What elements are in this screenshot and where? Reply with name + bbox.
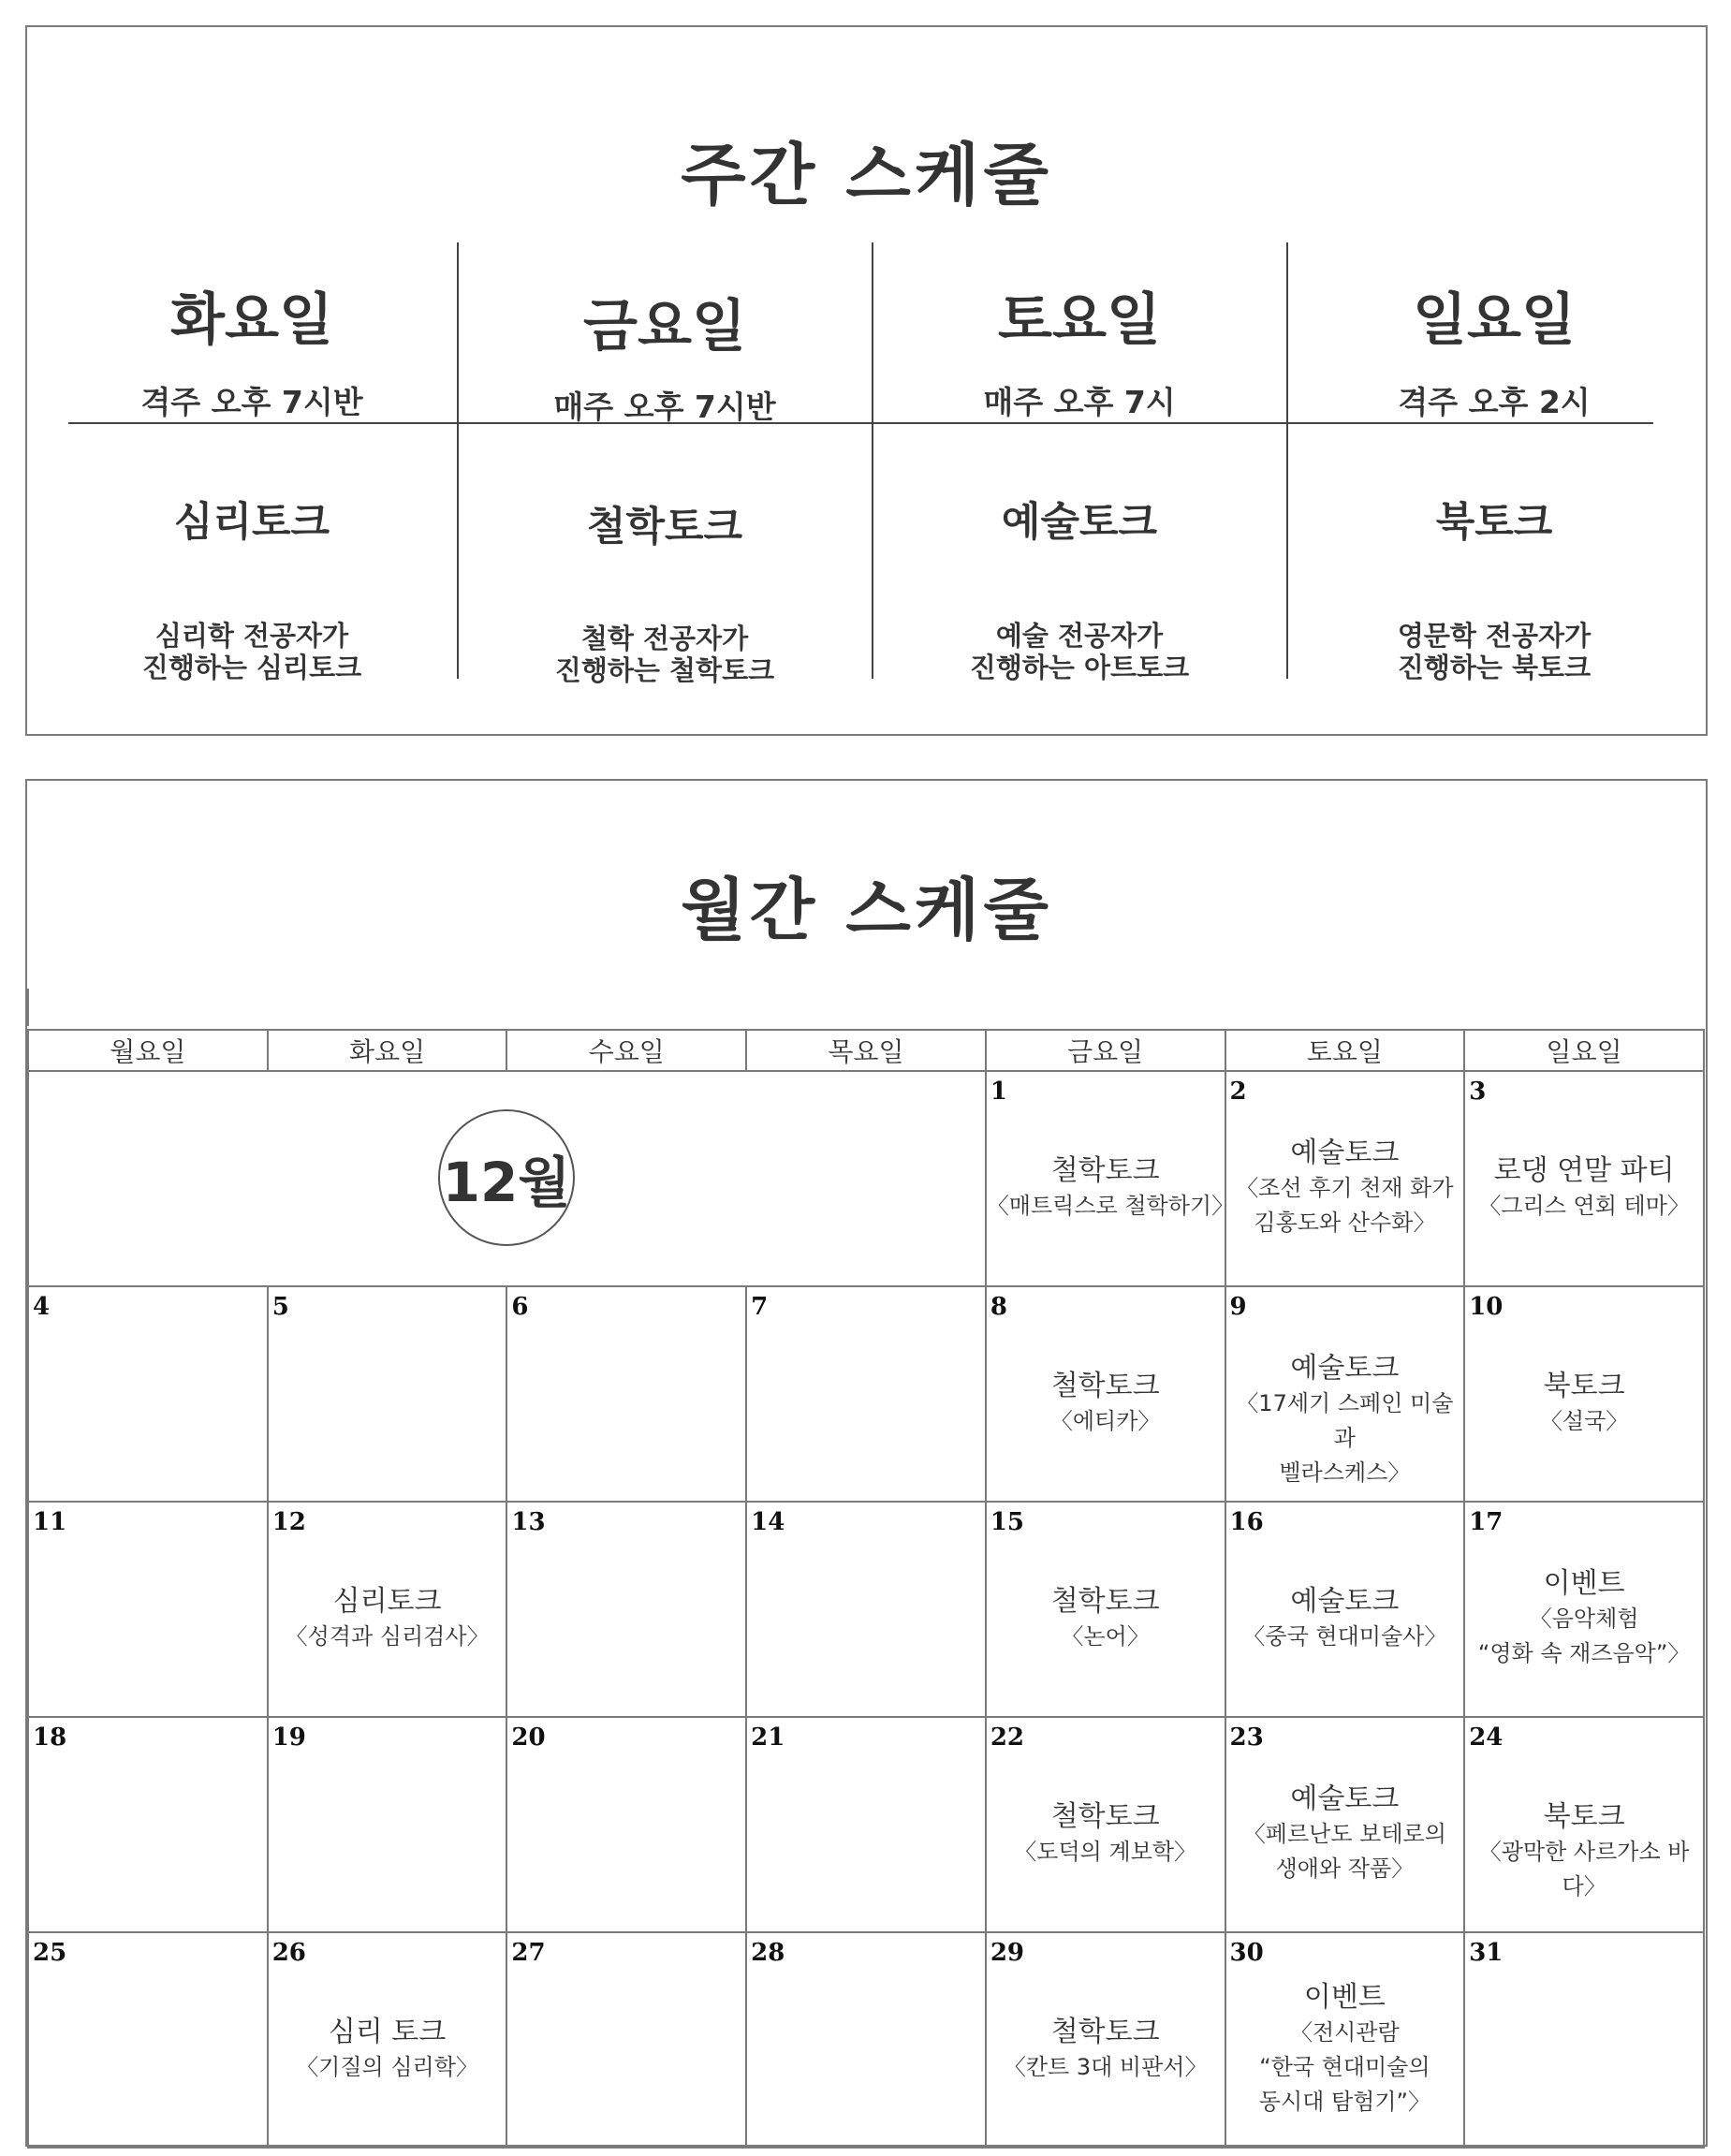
weekday-header: 화요일 [268,1030,507,1071]
day-number: 5 [271,1293,289,1321]
day-number: 22 [990,1723,1024,1752]
day-number: 29 [990,1939,1024,1967]
calendar-day-cell [1225,1717,1465,1932]
day-number: 1 [990,1078,1007,1106]
weekly-day: 화요일 [170,287,333,353]
calendar-day-cell [506,1932,746,2148]
calendar-event [1226,1584,1464,1654]
calendar-day-cell [1464,1717,1704,1932]
event-title: 심리 토크 [328,2016,447,2048]
event-title: 북토크 [1543,1370,1625,1402]
weekly-talk-name: 북토크 [1435,499,1553,546]
event-subtitle: 동시대 탐험기”〉 [1258,2089,1430,2115]
day-number: 25 [33,1939,67,1967]
weekly-talk-name: 철학토크 [586,504,743,550]
day-number: 12 [271,1508,306,1536]
calendar-week-row [28,1502,1704,1717]
calendar-event [1226,1351,1464,1490]
event-subtitle: 생애와 작품〉 [1275,1855,1415,1882]
weekly-talk-description [1288,620,1700,683]
weekly-schedule-panel [25,25,1708,736]
calendar-event [1465,1566,1703,1671]
calendar-event [986,1153,1235,1224]
calendar-event [1465,1799,1703,1904]
weekly-time: 격주 오후 7시반 [140,384,363,420]
event-title: 철학토크 [1050,1370,1160,1402]
event-subtitle: 〈논어〉 [1061,1623,1150,1650]
calendar-day-cell [28,1717,268,1932]
calendar-day-cell [1225,1932,1465,2148]
calendar-day-cell [1225,1071,1465,1286]
day-number: 11 [33,1508,67,1536]
day-number: 16 [1229,1508,1264,1536]
event-title: 예술토크 [1290,1782,1400,1815]
day-number: 30 [1229,1939,1264,1967]
calendar-week-row [28,1932,1704,2148]
calendar-day-cell [1464,1286,1704,1502]
weekday-header: 금요일 [986,1030,1225,1071]
day-number: 24 [1469,1723,1504,1752]
event-subtitle: 김홍도와 산수화〉 [1254,1210,1436,1236]
calendar-event [269,2015,506,2085]
calendar-day-cell [28,1502,268,1717]
event-title: 철학토크 [1050,1800,1160,1833]
calendar-day-cell [268,1286,507,1502]
calendar-day-cell [268,1932,507,2148]
day-number: 10 [1469,1293,1504,1321]
event-title: 로댕 연말 파티 [1493,1154,1675,1187]
weekly-time: 매주 오후 7시 [983,384,1176,420]
day-number: 17 [1469,1508,1504,1536]
calendar-day-cell [1464,1071,1704,1286]
event-title: 예술토크 [1290,1585,1400,1618]
calendar-day-cell [986,1071,1235,1286]
event-subtitle: “영화 속 재즈음악”〉 [1477,1640,1691,1666]
event-subtitle: 벨라스케스〉 [1279,1459,1411,1486]
day-number: 4 [33,1293,51,1321]
event-subtitle: 〈성격과 심리검사〉 [285,1623,490,1650]
calendar-event [987,1799,1225,1870]
weekday-header: 수요일 [506,1030,746,1071]
event-subtitle: 〈조선 후기 천재 화가 [1236,1175,1454,1201]
calendar-day-cell [1225,1286,1465,1502]
event-subtitle: 〈그리스 연회 테마〉 [1478,1193,1690,1219]
day-number: 31 [1469,1939,1504,1967]
calendar-day-cell [746,1932,986,2148]
day-number: 19 [271,1723,306,1752]
calendar-day-cell [268,1717,507,1932]
calendar-event [987,2015,1225,2085]
weekly-desc-line: 심리학 전공자가 [154,620,349,652]
event-subtitle: 〈매트릭스로 철학하기〉 [986,1193,1235,1219]
month-label-cell [28,1071,986,1286]
day-number: 27 [511,1939,546,1967]
event-subtitle: 〈기질의 심리학〉 [296,2054,478,2080]
day-number: 18 [33,1723,67,1752]
event-subtitle: 〈설국〉 [1539,1408,1629,1434]
event-subtitle: 〈에티카〉 [1049,1408,1161,1434]
event-subtitle: 〈전시관람 [1289,2019,1400,2046]
weekly-talk-name: 심리토크 [173,499,330,546]
event-title: 이벤트 [1543,1567,1625,1600]
panel-edge [27,989,29,1026]
day-number: 7 [751,1293,769,1321]
calendar-event [987,1369,1225,1439]
event-title: 철학토크 [1050,2016,1160,2048]
weekday-header: 일요일 [1464,1030,1704,1071]
day-number: 28 [751,1939,785,1967]
weekly-talk-description [459,623,871,686]
calendar-event [1226,1980,1464,2119]
weekday-header: 토요일 [1225,1030,1465,1071]
calendar-day-cell [268,1502,507,1717]
weekday-header: 월요일 [28,1030,268,1071]
day-number: 8 [990,1293,1007,1321]
event-title: 철학토크 [1050,1585,1160,1618]
weekly-day: 일요일 [1413,287,1576,353]
event-subtitle: 〈중국 현대미술사〉 [1242,1623,1447,1650]
calendar-event [1465,1369,1703,1439]
calendar-event [1465,1153,1703,1224]
weekly-talk-name: 예술토크 [1001,499,1158,546]
weekly-desc-line: 진행하는 철학토크 [554,654,775,686]
calendar-event [1226,1136,1464,1240]
monthly-calendar [27,1029,1705,2149]
event-subtitle: 〈페르난도 보테로의 [1242,1821,1446,1847]
calendar-day-cell [986,1717,1225,1932]
calendar-event [269,1584,506,1654]
weekly-desc-line: 진행하는 아트토크 [969,652,1190,683]
weekly-day: 금요일 [583,294,746,359]
day-number: 20 [511,1723,546,1752]
calendar-day-cell [506,1286,746,1502]
calendar-event [1226,1782,1464,1886]
weekly-schedule-title: 주간 스케줄 [681,136,1052,214]
calendar-day-cell [506,1502,746,1717]
calendar-week-row [28,1717,1704,1932]
weekly-day: 토요일 [998,287,1161,353]
monthly-schedule-title: 월간 스케줄 [681,871,1052,949]
calendar-day-cell [1464,1932,1704,2148]
day-number: 21 [751,1723,785,1752]
event-title: 예술토크 [1290,1352,1400,1385]
calendar-day-cell [746,1286,986,1502]
calendar-day-cell [746,1502,986,1717]
day-number: 2 [1229,1078,1247,1106]
event-subtitle: “한국 현대미술의 [1259,2054,1430,2080]
day-number: 9 [1229,1293,1247,1321]
event-title: 철학토크 [1050,1154,1160,1187]
calendar-day-cell [986,1502,1225,1717]
month-badge: 12월 [438,1109,575,1246]
weekly-time: 매주 오후 7시반 [553,389,776,425]
weekday-header-row [28,1030,1704,1071]
calendar-week-row [28,1071,1704,1286]
calendar-event [987,1584,1225,1654]
event-title: 이벤트 [1303,1981,1386,2014]
day-number: 14 [751,1508,785,1536]
weekly-desc-line: 예술 전공자가 [995,620,1164,652]
event-title: 심리토크 [332,1585,442,1618]
event-subtitle: 〈음악체험 [1529,1606,1639,1632]
weekly-desc-line: 철학 전공자가 [580,623,749,654]
weekly-time: 격주 오후 2시 [1398,384,1591,420]
calendar-day-cell [506,1717,746,1932]
weekly-desc-line: 진행하는 북토크 [1397,652,1592,683]
weekly-talk-description [873,620,1285,683]
weekly-desc-line: 진행하는 심리토크 [141,652,362,683]
event-subtitle: 〈광막한 사르가소 바다〉 [1478,1839,1690,1899]
calendar-day-cell [1225,1502,1465,1717]
calendar-day-cell [986,1932,1225,2148]
event-subtitle: 〈17세기 스페인 미술과 [1236,1390,1454,1451]
event-subtitle: 〈칸트 3대 비판서〉 [1003,2054,1208,2080]
calendar-day-cell [986,1286,1225,1502]
day-number: 3 [1469,1078,1487,1106]
weekday-header: 목요일 [746,1030,986,1071]
event-title: 예술토크 [1290,1137,1400,1169]
event-title: 북토크 [1543,1800,1625,1833]
day-number: 23 [1229,1723,1264,1752]
day-number: 15 [990,1508,1024,1536]
day-number: 6 [511,1293,529,1321]
day-number: 26 [271,1939,306,1967]
day-number: 13 [511,1508,546,1536]
event-subtitle: 〈도덕의 계보학〉 [1014,1839,1197,1865]
calendar-day-cell [28,1932,268,2148]
weekly-talk-description [46,620,458,683]
calendar-day-cell [746,1717,986,1932]
calendar-day-cell [28,1286,268,1502]
calendar-day-cell [1464,1502,1704,1717]
weekly-desc-line: 영문학 전공자가 [1397,620,1592,652]
calendar-week-row [28,1286,1704,1502]
